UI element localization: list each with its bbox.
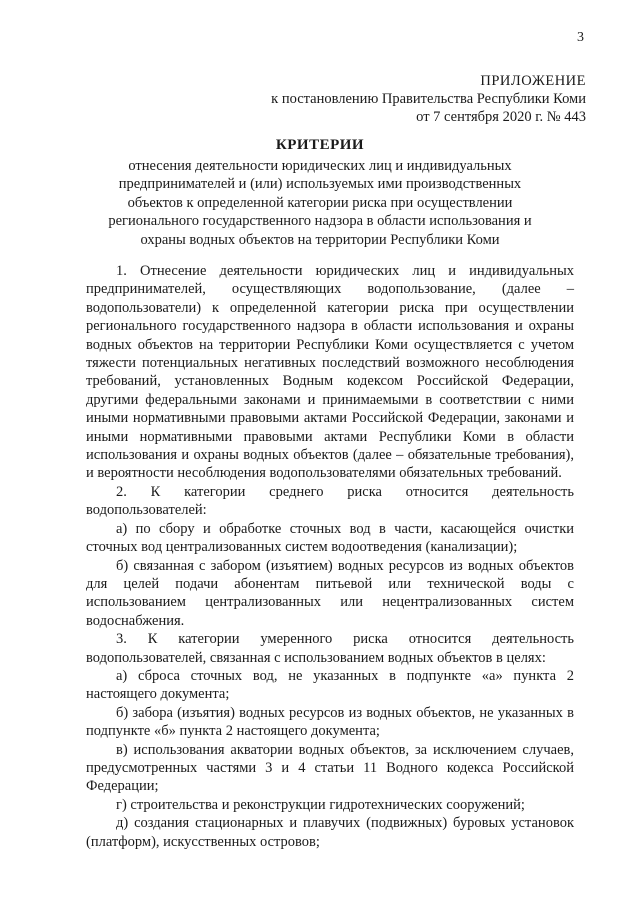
paragraph-3g: г) строительства и реконструкции гидротехнических сооружений; <box>116 796 525 813</box>
paragraph-3a: а) сброса сточных вод, не указанных в подпункте «а» пункта 2 настоящего документа; <box>86 667 574 703</box>
paragraph-3v: в) использования акватории водных объектов, за исключением случаев, предусмотренных частями 3 и 4 статьи 11 Водного кодекса Российской Федерации; <box>86 741 574 795</box>
paragraph-2b: б) связанная с забором (изъятием) водных ресурсов из водных объектов для целей подачи абонентам питьевой или технической воды с использованием централизованных или нецентрализованных систем водоснабжения. <box>86 557 574 629</box>
document-body <box>86 262 574 851</box>
paragraph-2a: а) по сбору и обработке сточных вод в части, касающейся очистки сточных вод централизованных систем водоотведения (канализации); <box>86 520 574 556</box>
page-number: 3 <box>577 30 584 45</box>
appendix-block <box>271 72 586 126</box>
appendix-title: ПРИЛОЖЕНИЕ <box>480 73 586 89</box>
paragraph-3b: б) забора (изъятия) водных ресурсов из водных объектов, не указанных в подпункте «б» пункта 2 настоящего документа; <box>86 704 574 740</box>
appendix-line-2: от 7 сентября 2020 г. № 443 <box>416 109 586 125</box>
appendix-line-1: к постановлению Правительства Республики Коми <box>271 91 586 107</box>
paragraph-1: 1. Отнесение деятельности юридических лиц и индивидуальных предпринимателей, осуществляющих водопользование, (далее – водопользователи) к определенной категории риска при осуществлении регионального государственного надзора в области использования и охраны водных объектов на территории Республики Коми осуществляется с учетом тяжести потенциальных негативных последствий возможного несоблюдения требований, установленных Водным кодексом Российской Федерации, другими федеральными законами и принимаемыми в соответствии с ними иными нормативными правовыми актами Российской Федерации, законами и иными нормативными правовыми актами Республики Коми в области использования и охраны водных объектов (далее – обязательные требования), и вероятности несоблюдения водопользователями обязательных требований. <box>86 263 574 482</box>
paragraph-3: 3. К категории умеренного риска относится деятельность водопользователей, связанная с использованием водных объектов в целях: <box>86 631 574 666</box>
document-heading: КРИТЕРИИ <box>275 137 365 153</box>
paragraph-2: 2. К категории среднего риска относится деятельность водопользователей: <box>86 483 574 519</box>
document-subtitle: отнесения деятельности юридических лиц и индивидуальных предпринимателей и (или) используемых ими производственных объектов к определенной категории риска при осуществлении регионального государственного надзора в области использования и охраны водных объектов на территории Республики Коми <box>108 158 532 248</box>
paragraph-3d: д) создания стационарных и плавучих (подвижных) буровых установок (платформ), искусственных островов; <box>86 815 574 850</box>
